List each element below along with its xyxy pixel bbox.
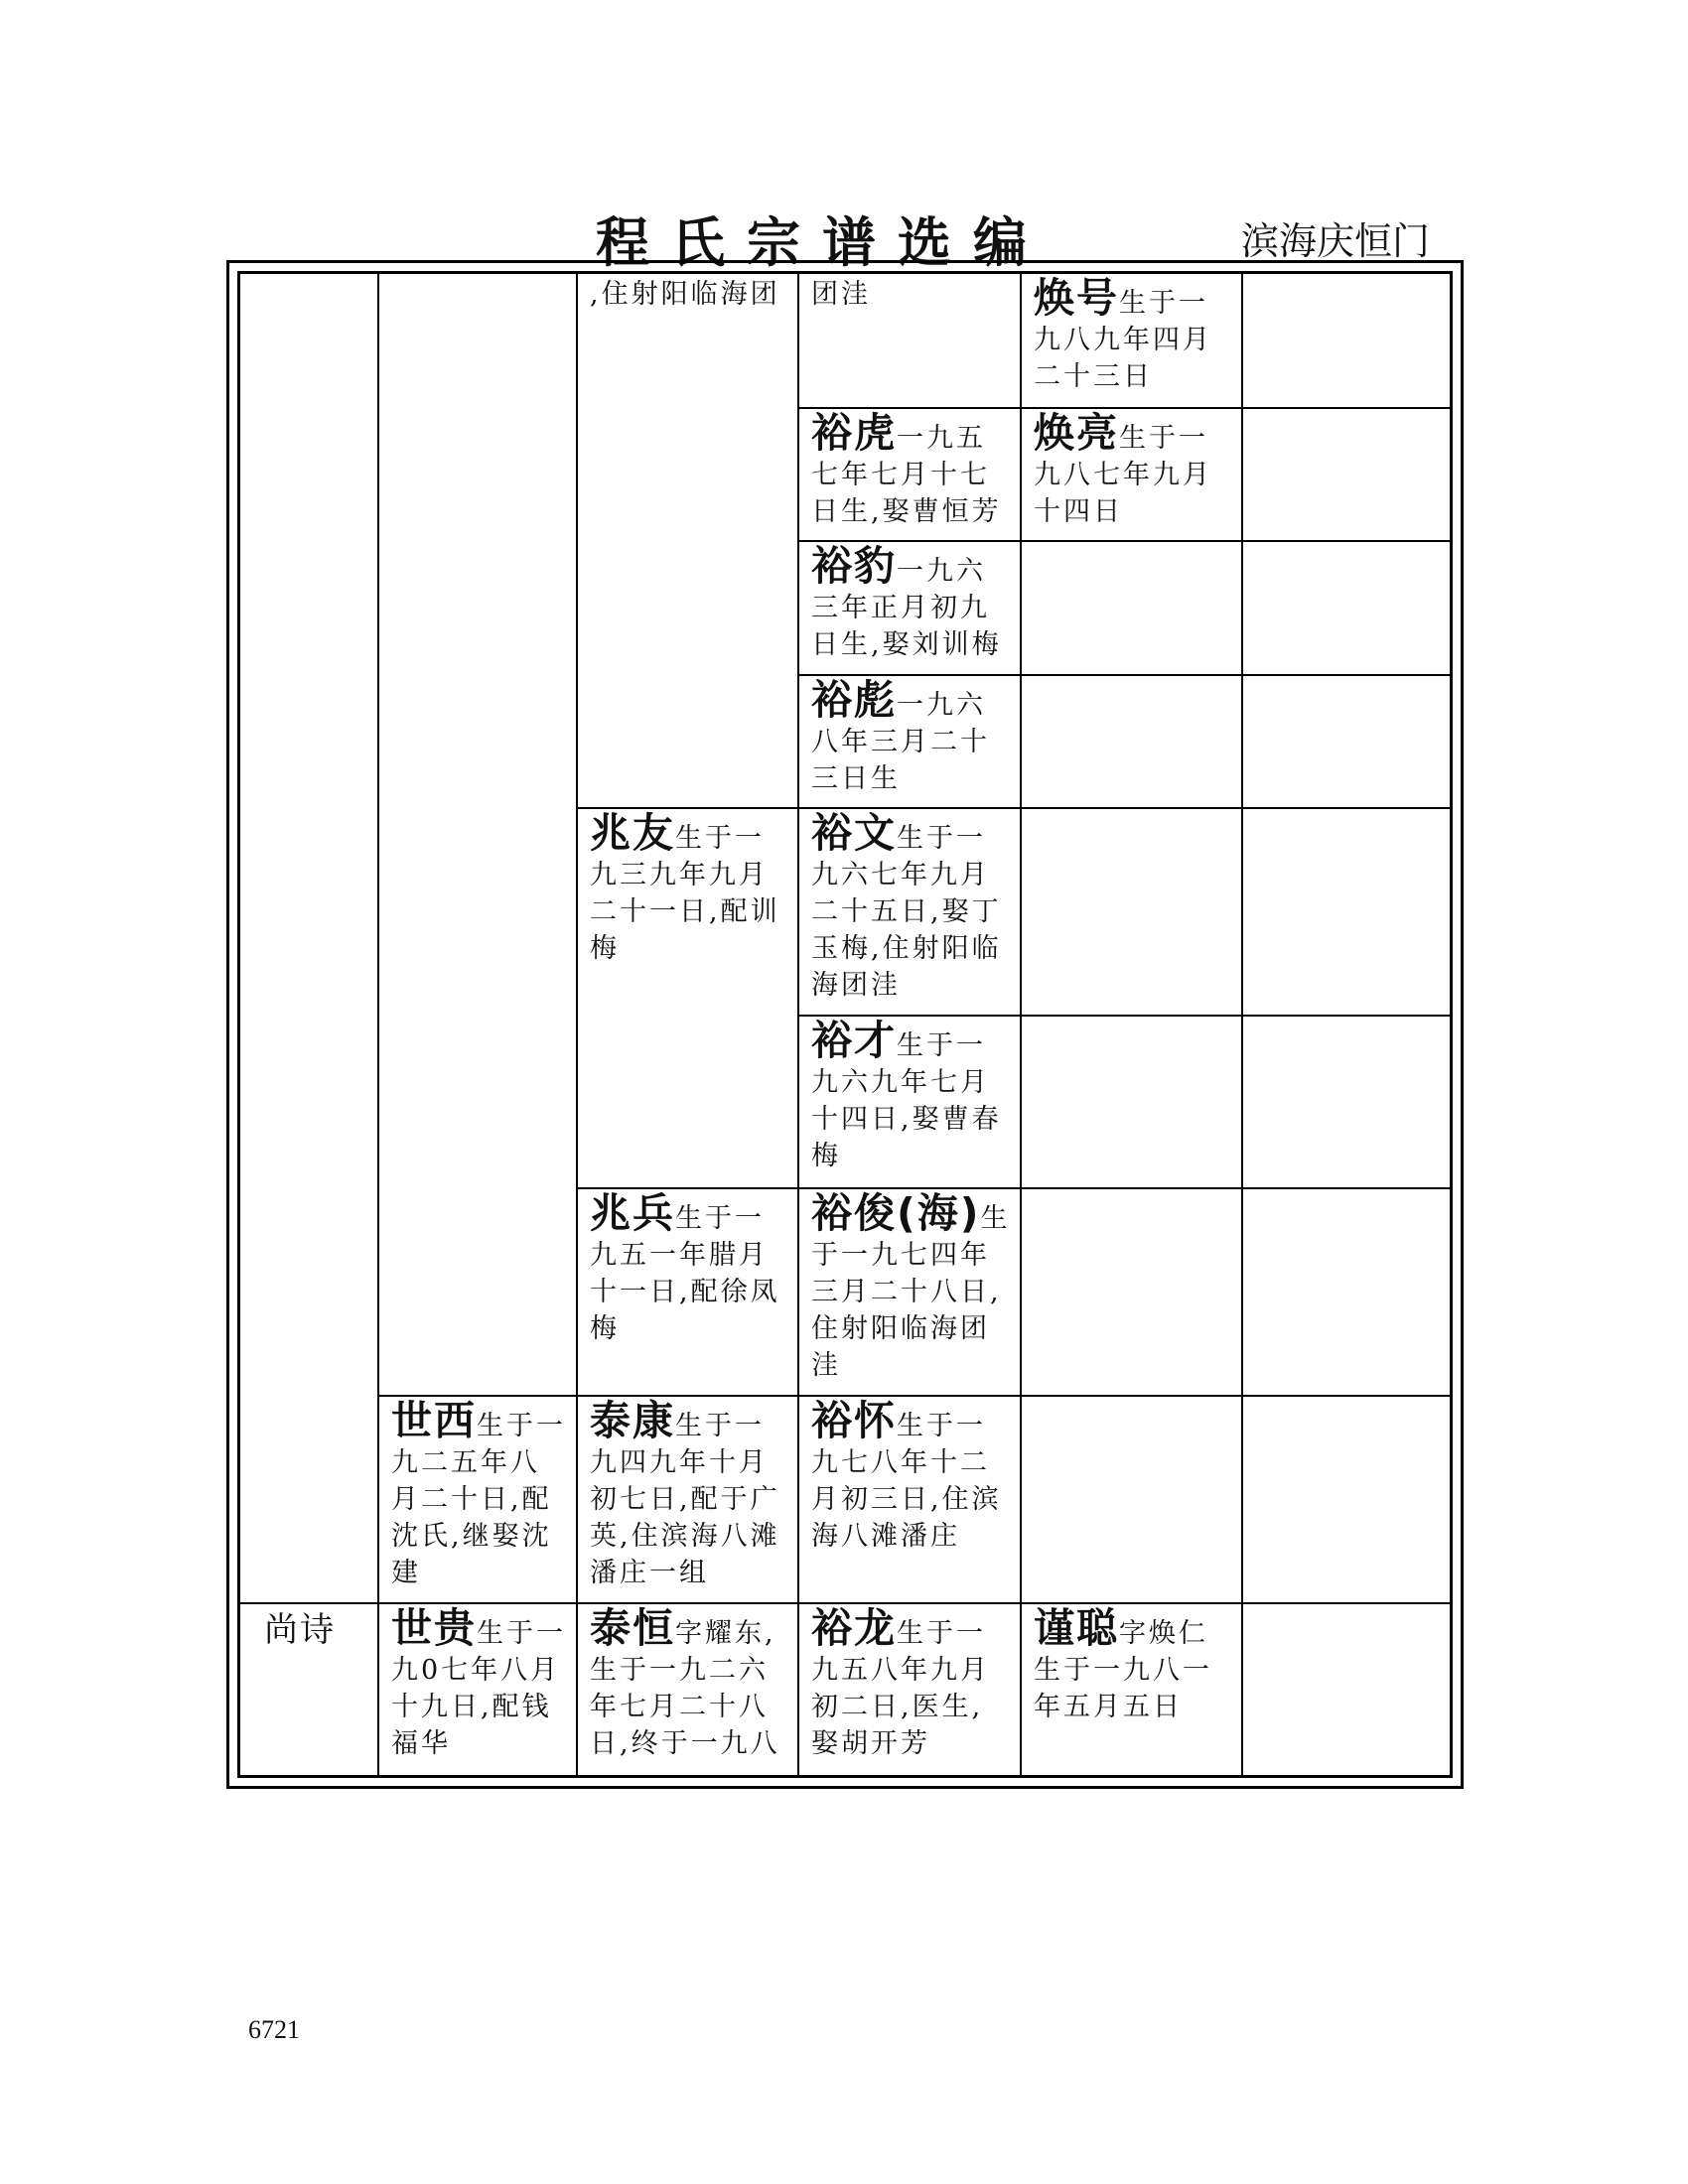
person-name: 世贵 [391, 1604, 477, 1652]
record-text: 生于一九七四年三月二十八日,住射阳临海团洼 [811, 1203, 1011, 1381]
person-name: 裕虎 [811, 409, 897, 457]
record-cell [379, 1604, 576, 1762]
record-text: 生于一九八九年四月二十三日 [1034, 288, 1212, 392]
branch-name: 滨海庆恒门 [1241, 219, 1431, 263]
person-name: 裕彪 [811, 676, 897, 724]
person-name: 泰恒 [590, 1604, 675, 1652]
person-name: 兆友 [590, 809, 675, 857]
record-text: 生于一九八七年九月十四日 [1034, 423, 1212, 527]
person-name: 尚诗 [264, 1610, 336, 1650]
record-cell [799, 676, 1020, 797]
person-name: 裕才 [811, 1017, 897, 1064]
record-text: 生于一九七八年十二月初三日,住滨海八滩潘庄 [811, 1411, 1002, 1552]
record-cell [379, 1397, 576, 1591]
record-cell [799, 409, 1020, 530]
record-cell [1022, 1604, 1241, 1725]
record-cell [1022, 274, 1241, 395]
record-text: 一九六八年三月二十三日生 [811, 690, 990, 794]
record-text: 生于一九六九年七月十四日,娶曹春梅 [811, 1030, 1002, 1171]
person-name: 裕龙 [811, 1604, 897, 1652]
record-text: 生于一九五八年九月初二日,医生,娶胡开芳 [811, 1618, 990, 1759]
person-name: 裕文 [811, 809, 897, 857]
record-cell [240, 1604, 377, 1651]
record-cell [799, 1397, 1020, 1555]
record-text: 生于一九四九年十月初七日,配于广英,住滨海八滩潘庄一组 [590, 1411, 780, 1588]
genealogy-table [226, 260, 1464, 1789]
person-name: 焕号 [1034, 274, 1119, 322]
person-name: 裕俊(海) [811, 1189, 981, 1237]
record-text: 生于一九三九年九月二十一日,配训梅 [590, 823, 780, 964]
person-name: 裕怀 [811, 1397, 897, 1444]
person-name: 焕亮 [1034, 409, 1119, 457]
record-cell [578, 1397, 797, 1591]
person-name: 兆兵 [590, 1189, 675, 1237]
record-cell [799, 542, 1020, 663]
record-text: ,住射阳临海团 [590, 279, 780, 310]
record-text: 生于一九二五年八月二十日,配沈氏,继娶沈建 [391, 1411, 566, 1588]
record-text: 团洼 [811, 279, 871, 310]
record-cell [799, 274, 1020, 313]
person-name: 泰康 [590, 1397, 675, 1444]
column-divider [1241, 274, 1243, 1775]
record-text: 字焕仁生于一九八一年五月五日 [1034, 1618, 1212, 1722]
record-cell [799, 1604, 1020, 1762]
genealogy-table-inner [237, 271, 1453, 1778]
record-cell [799, 809, 1020, 1004]
page-number: 6721 [248, 2015, 300, 2044]
record-cell [799, 1017, 1020, 1174]
record-cell [799, 1189, 1020, 1384]
record-cell [578, 274, 797, 313]
record-cell [1022, 409, 1241, 530]
record-cell [578, 809, 797, 967]
record-cell [578, 1189, 797, 1347]
record-text: 一九五七年七月十七日生,娶曹恒芳 [811, 423, 1002, 527]
person-name: 世西 [391, 1397, 477, 1444]
person-name: 裕豹 [811, 542, 897, 590]
record-text: 生于一九六七年九月二十五日,娶丁玉梅,住射阳临海团洼 [811, 823, 1002, 1001]
record-text: 一九六三年正月初九日生,娶刘训梅 [811, 556, 1002, 660]
record-text: 生于一九五一年腊月十一日,配徐凤梅 [590, 1203, 780, 1344]
record-cell [578, 1604, 797, 1762]
page-title: 程氏宗谱选编 [596, 211, 1049, 274]
record-text: 生于一九0七年八月十九日,配钱福华 [391, 1618, 566, 1759]
record-text: 字耀东,生于一九二六年七月二十八日,终于一九八 [590, 1618, 780, 1759]
person-name: 谨聪 [1034, 1604, 1119, 1652]
